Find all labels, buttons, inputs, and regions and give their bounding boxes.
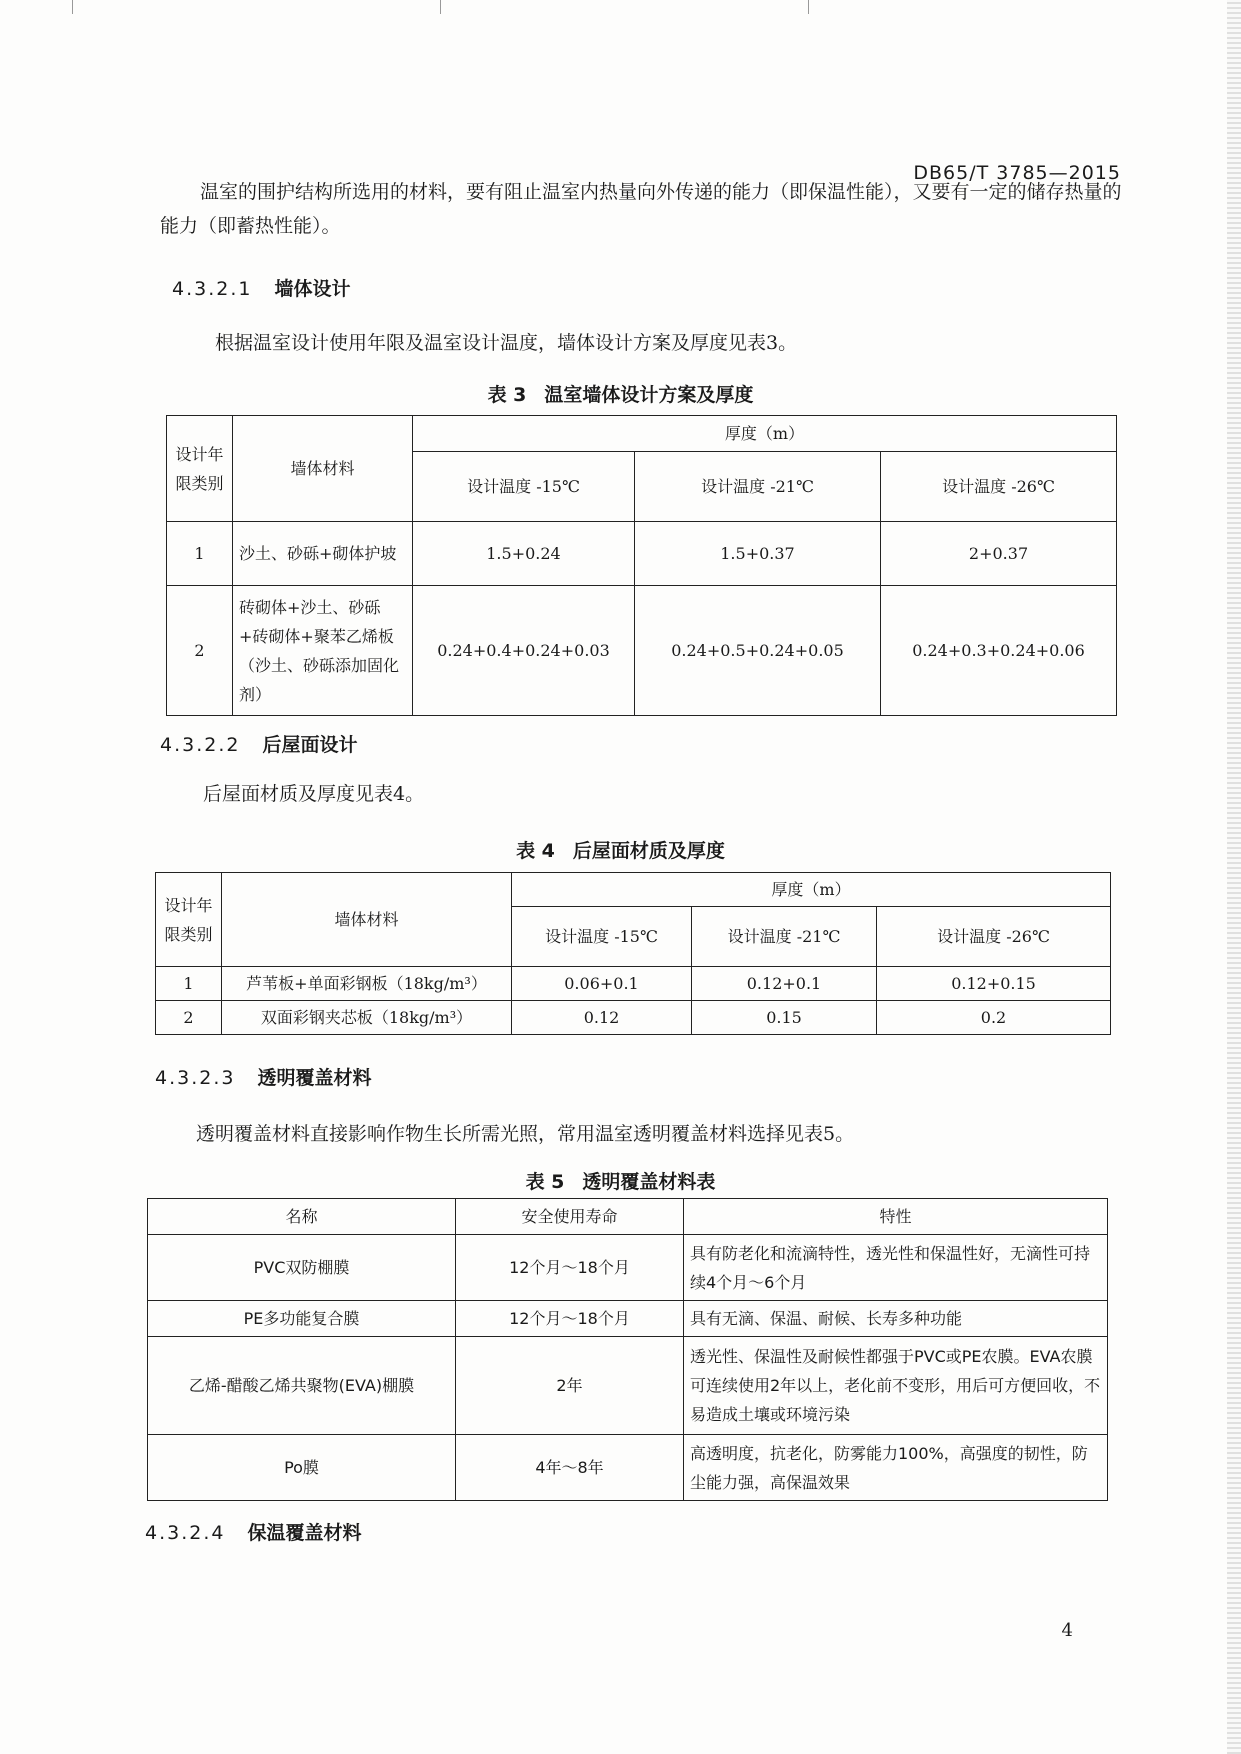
- cell-feature: 透光性、保温性及耐候性都强于PVC或PE农膜。EVA农膜可连续使用2年以上，老化前不变形，用后可方便回收，不易造成土壤或环境污染: [684, 1337, 1108, 1435]
- table-4: [155, 872, 1111, 1035]
- table-3: [166, 415, 1117, 716]
- table-row: [167, 522, 1117, 586]
- page-number: 4: [1061, 1620, 1073, 1641]
- section-number: 4.3.2.3: [155, 1067, 236, 1089]
- table-3-caption: [0, 380, 1241, 407]
- header-thickness: 厚度（m）: [512, 873, 1111, 907]
- header-temp-21: 设计温度 -21℃: [635, 452, 881, 522]
- table-row: [148, 1435, 1108, 1501]
- cell-value: 0.15: [692, 1001, 877, 1035]
- caption-number: 表 4: [516, 840, 555, 862]
- cell-value: 0.06+0.1: [512, 967, 692, 1001]
- header-temp-26: 设计温度 -26℃: [881, 452, 1117, 522]
- cell-material: 沙土、砂砾+砌体护坡: [233, 522, 413, 586]
- cell-name: PVC双防棚膜: [148, 1235, 456, 1301]
- cell-life: 2年: [456, 1337, 684, 1435]
- section-title: 后屋面设计: [262, 734, 358, 756]
- cell-category: 1: [156, 967, 222, 1001]
- caption-number: 表 5: [525, 1171, 565, 1193]
- paragraph-wall: 根据温室设计使用年限及温室设计温度，墙体设计方案及厚度见表3。: [215, 332, 798, 354]
- section-title: 保温覆盖材料: [247, 1522, 362, 1544]
- caption-number: 表 3: [487, 384, 527, 406]
- section-heading-4-3-2-2: [160, 730, 358, 757]
- section-number: 4.3.2.2: [160, 734, 241, 756]
- section-heading-4-3-2-4: [145, 1518, 362, 1545]
- caption-title: 温室墙体设计方案及厚度: [544, 384, 754, 406]
- header-category: 设计年限类别: [156, 873, 222, 967]
- scan-edge: [1227, 0, 1241, 1754]
- cell-value: 1.5+0.37: [635, 522, 881, 586]
- cell-category: 2: [167, 586, 233, 716]
- section-number: 4.3.2.1: [172, 278, 253, 300]
- header-material: 墙体材料: [222, 873, 512, 967]
- scan-mark: [808, 0, 809, 14]
- cell-life: 12个月～18个月: [456, 1301, 684, 1337]
- header-material: 墙体材料: [233, 416, 413, 522]
- cell-name: PE多功能复合膜: [148, 1301, 456, 1337]
- table-row: [156, 967, 1111, 1001]
- header-temp-21: 设计温度 -21℃: [692, 907, 877, 967]
- cell-value: 1.5+0.24: [413, 522, 635, 586]
- header-life: 安全使用寿命: [456, 1199, 684, 1235]
- paragraph-roof: 后屋面材质及厚度见表4。: [203, 783, 425, 805]
- cell-value: 0.24+0.4+0.24+0.03: [413, 586, 635, 716]
- cell-name: 乙烯-醋酸乙烯共聚物(EVA)棚膜: [148, 1337, 456, 1435]
- table-5: [147, 1198, 1108, 1501]
- scan-mark: [72, 0, 73, 14]
- cell-material: 砖砌体+沙土、砂砾+砖砌体+聚苯乙烯板（沙土、砂砾添加固化剂）: [233, 586, 413, 716]
- table-row: [156, 1001, 1111, 1035]
- paragraph-cover: 透明覆盖材料直接影响作物生长所需光照，常用温室透明覆盖材料选择见表5。: [196, 1123, 855, 1145]
- table-row: [148, 1337, 1108, 1435]
- cell-name: Po膜: [148, 1435, 456, 1501]
- caption-title: 后屋面材质及厚度: [572, 840, 725, 862]
- cell-category: 1: [167, 522, 233, 586]
- cell-value: 0.12+0.1: [692, 967, 877, 1001]
- header-feature: 特性: [684, 1199, 1108, 1235]
- scan-mark: [440, 0, 441, 14]
- section-heading-4-3-2-3: [155, 1063, 372, 1090]
- intro-paragraph: 温室的围护结构所选用的材料，要有阻止温室内热量向外传递的能力（即保温性能），又要有一定的储存热量的能力（即蓄热性能）。: [160, 181, 1122, 237]
- cell-material: 双面彩钢夹芯板（18kg/m³）: [222, 1001, 512, 1035]
- section-title: 透明覆盖材料: [257, 1067, 372, 1089]
- cell-value: 2+0.37: [881, 522, 1117, 586]
- caption-title: 透明覆盖材料表: [582, 1171, 716, 1193]
- header-temp-26: 设计温度 -26℃: [877, 907, 1111, 967]
- cell-value: 0.24+0.5+0.24+0.05: [635, 586, 881, 716]
- cell-category: 2: [156, 1001, 222, 1035]
- cell-value: 0.24+0.3+0.24+0.06: [881, 586, 1117, 716]
- cell-feature: 高透明度，抗老化，防雾能力100%，高强度的韧性，防尘能力强，高保温效果: [684, 1435, 1108, 1501]
- cell-feature: 具有无滴、保温、耐候、长寿多种功能: [684, 1301, 1108, 1337]
- cell-life: 12个月～18个月: [456, 1235, 684, 1301]
- table-5-caption: [0, 1167, 1241, 1194]
- header-temp-15: 设计温度 -15℃: [512, 907, 692, 967]
- cell-life: 4年～8年: [456, 1435, 684, 1501]
- section-number: 4.3.2.4: [145, 1522, 226, 1544]
- table-row: [148, 1235, 1108, 1301]
- table-row: [167, 586, 1117, 716]
- cell-value: 0.12+0.15: [877, 967, 1111, 1001]
- header-category: 设计年限类别: [167, 416, 233, 522]
- cell-value: 0.2: [877, 1001, 1111, 1035]
- table-4-caption: [0, 836, 1241, 863]
- header-name: 名称: [148, 1199, 456, 1235]
- cell-value: 0.12: [512, 1001, 692, 1035]
- section-heading-4-3-2-1: [172, 274, 351, 301]
- table-row: [148, 1301, 1108, 1337]
- section-title: 墙体设计: [274, 278, 351, 300]
- header-thickness: 厚度（m）: [413, 416, 1117, 452]
- header-temp-15: 设计温度 -15℃: [413, 452, 635, 522]
- cell-material: 芦苇板+单面彩钢板（18kg/m³）: [222, 967, 512, 1001]
- document-code: DB65/T 3785—2015: [913, 162, 1121, 184]
- cell-feature: 具有防老化和流滴特性，透光性和保温性好，无滴性可持续4个月～6个月: [684, 1235, 1108, 1301]
